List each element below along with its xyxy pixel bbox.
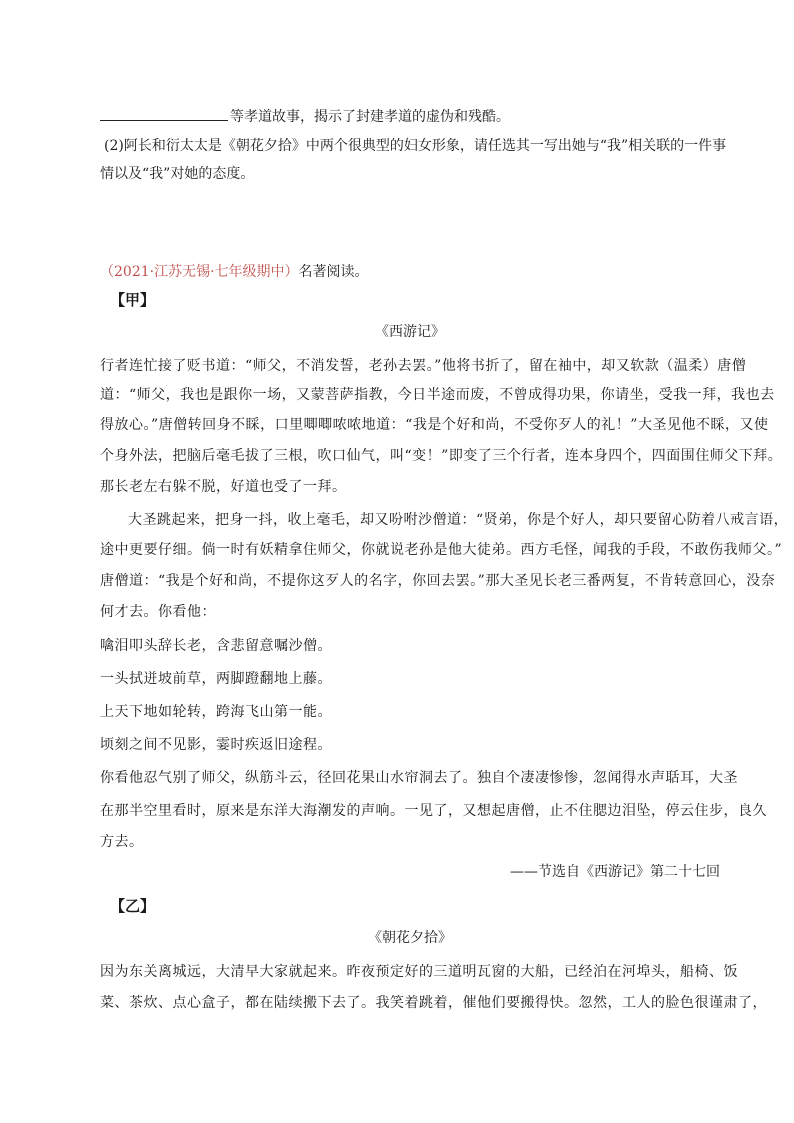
passage-jia-line: 何才去。你看他：: [100, 604, 216, 620]
passage-jia-line: 大圣跳起来，把身一抖，收上毫毛，却又吩咐沙僧道：“贤弟，你是个好人，却只要留心防着八戒言语，: [128, 512, 789, 528]
passage-yi-line: 因为东关离城远，大清早大家就起来。昨夜预定好的三道明瓦窗的大船，已经泊在河埠头，船椅、饭: [100, 964, 738, 980]
question-2-line-1: (2)阿长和衍太太是《朝花夕拾》中两个很典型的妇女形象，请任选其一写出她与“我”相关联的一件事: [104, 138, 727, 154]
passage-jia-line: 唐僧道：“我是个好和尚，不提你这歹人的名字，你回去罢。”那大圣见长老三番两复，不肯转意回心，没奈: [100, 573, 776, 589]
poem-line: 顷刻之间不见影，霎时疾返旧途程。: [100, 737, 332, 753]
passage-jia-line: 方去。: [100, 834, 144, 850]
passage-yi-label: 【乙】: [110, 897, 156, 915]
question-1-tail: [100, 106, 720, 127]
poem-line: 噙泪叩头辞长老，含悲留意嘱沙僧。: [100, 638, 332, 654]
question-2-line-2: 情以及“我”对她的态度。: [100, 166, 255, 182]
passage-jia-line: 道：“师父，我也是跟你一场，又蒙菩萨指教，今日半途而废，不曾成得功果，你请坐，受我一拜，我也去: [100, 387, 775, 403]
passage-jia-label: 【甲】: [110, 291, 156, 309]
answer-blank[interactable]: [100, 106, 228, 121]
passage-jia-line: 那长老左右躲不脱，好道也受了一拜。: [100, 479, 347, 495]
section-heading: [100, 262, 720, 282]
passage-jia-line: 在那半空里看时，原来是东洋大海潮发的声响。一见了，又想起唐僧，止不住腮边泪坠，停云住步，良久: [100, 803, 767, 819]
section-instruction: 名著阅读。: [298, 264, 369, 280]
passage-jia-line: 你看他忍气别了师父，纵筋斗云，径回花果山水帘洞去了。独自个凄凄惨惨，忽闻得水声聒耳，大圣: [100, 770, 738, 786]
passage-jia-line: 途中更要仔细。倘一时有妖精拿住师父，你就说老孙是他大徒弟。西方毛怪，闻我的手段，不敢伤我师父。”: [100, 542, 783, 558]
poem-line: 上天下地如轮转，跨海飞山第一能。: [100, 704, 332, 720]
passage-jia-line: 行者连忙接了贬书道：“师父，不消发誓，老孙去罢。”他将书折了，留在袖中，却又软款（温柔）唐僧: [100, 358, 747, 374]
passage-yi-line: 菜、茶炊、点心盒子，都在陆续搬下去了。我笑着跳着，催他们要搬得快。忽然，工人的脸色很谨肃了，: [100, 995, 767, 1011]
passage-jia-attribution: ——节选自《西游记》第二十七回: [510, 864, 720, 880]
passage-yi-title: 《朝花夕拾》: [368, 930, 452, 946]
passage-jia-line: 得放心。”唐僧转回身不睬，口里唧唧哝哝地道：“我是个好和尚，不受你歹人的礼！”大圣见他不睬，又使: [100, 417, 769, 433]
source-tag: （2021·江苏无锡·七年级期中）: [100, 264, 299, 280]
passage-jia-title: 《西游记》: [375, 324, 445, 340]
passage-jia-line: 个身外法，把脑后毫毛拔了三根，吹口仙气，叫“变！”即变了三个行者，连本身四个，四面围住师父下拜。: [100, 448, 783, 464]
poem-line: 一头拭迸坡前草，两脚蹬翻地上藤。: [100, 671, 332, 687]
question-1-text: 等孝道故事，揭示了封建孝道的虚伪和残酷。: [230, 109, 510, 125]
